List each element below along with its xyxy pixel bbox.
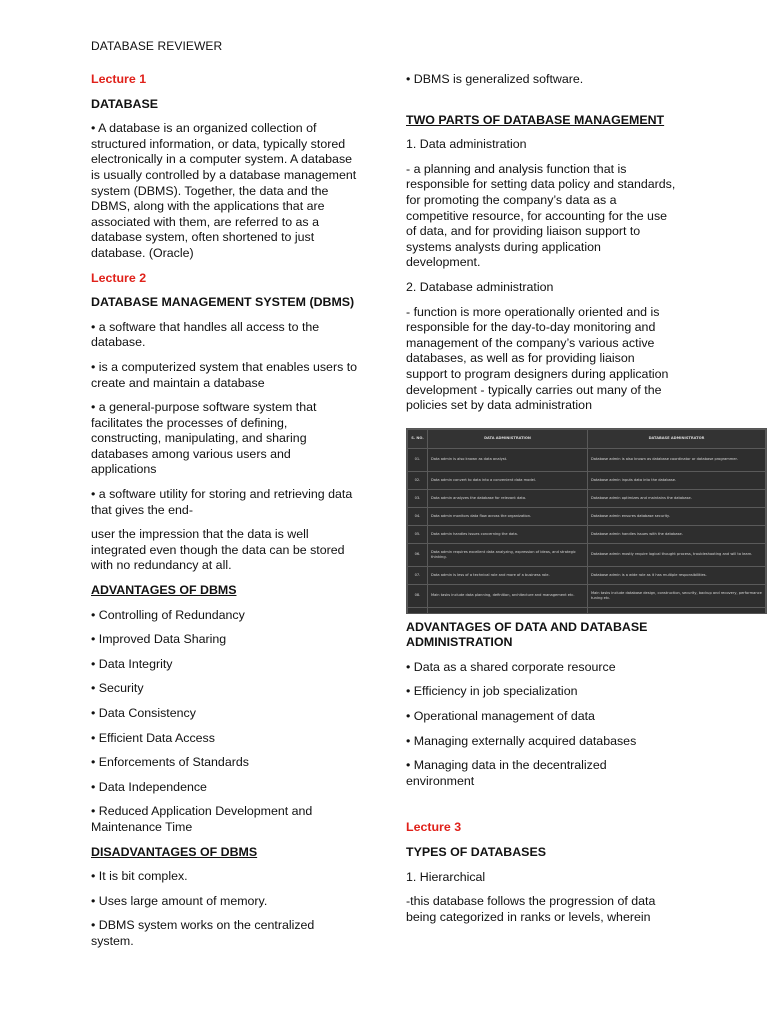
table-cell: Database admin inputs data into the database. — [588, 471, 766, 489]
admin-advantage-item: • Managing externally acquired databases — [406, 733, 637, 748]
disadvantages-dbms-heading: DISADVANTAGES OF DBMS — [91, 844, 258, 859]
table-header: S. NO. — [408, 429, 428, 448]
hierarchical-heading: 1. Hierarchical — [406, 869, 486, 884]
table-row — [408, 471, 766, 489]
right-column — [406, 72, 762, 934]
dbms-bullet: • a general-purpose software system that facilitates the processes of defining, constructing, manipulating, and sharing databases among various users and applications — [91, 400, 317, 477]
dbms-bullet: • is a computerized system that enables users to create and maintain a database — [91, 359, 358, 390]
advantage-item: • Reduced Application Development and Maintenance Time — [91, 804, 313, 834]
table-cell — [428, 607, 588, 614]
table-cell: Database admin mostly require logical thought process, troubleshooting and will to learn. — [588, 543, 766, 566]
database-heading: DATABASE — [91, 96, 158, 111]
dbms-bullet: • a software utility for storing and retrieving data that gives the end- — [91, 487, 353, 517]
dbms-bullet: user the impression that the data is well integrated even though the data can be stored with no redundancy at all. — [91, 527, 345, 573]
database-administration-text: - function is more operationally oriented and is responsible for the day-to-day monitoring and management of the company’s various active databases, as well as for providing liaison support to program designers during application development - typically carries out many of the policies set by data administration — [406, 304, 669, 413]
table-cell: Data admin handles issues concerning the data. — [428, 525, 588, 543]
table-cell: Database admin is also known as database coordinator or database programmer. — [588, 448, 766, 471]
table-cell: Data admin is less of a technical role and more of a business role. — [428, 566, 588, 584]
table-cell: 06. — [408, 543, 428, 566]
table-row — [408, 607, 766, 614]
advantage-item: • Data Independence — [91, 779, 207, 794]
table-cell: 04. — [408, 507, 428, 525]
advantages-admin-heading: ADVANTAGES OF DATA AND DATABASE ADMINISTRATION — [406, 619, 648, 650]
table-row — [408, 448, 766, 471]
table-row — [408, 507, 766, 525]
advantage-item: • Data Consistency — [91, 706, 196, 720]
table-header: DATA ADMINISTRATION — [428, 429, 588, 448]
table-cell: Database admin optimizes and maintains the database. — [588, 489, 766, 507]
admin-advantage-item: • Efficiency in job specialization — [406, 684, 578, 699]
admin-advantage-item: • Operational management of data — [406, 709, 595, 724]
table-cell: 03. — [408, 489, 428, 507]
table-cell: 01. — [408, 448, 428, 471]
database-administration-heading: 2. Database administration — [406, 279, 554, 294]
advantage-item: • Data Integrity — [91, 656, 173, 671]
table-cell: Database admin handles issues with the database. — [588, 525, 766, 543]
lecture-2-label: Lecture 2 — [91, 270, 147, 285]
table-row — [408, 543, 766, 566]
table-row — [408, 566, 766, 584]
dbms-generalized-bullet: • DBMS is generalized software. — [406, 72, 584, 86]
table-row — [408, 525, 766, 543]
advantage-item: • Efficient Data Access — [91, 730, 215, 745]
table-cell: Data admin analyzes the database for relevant data. — [428, 489, 588, 507]
advantage-item: • Enforcements of Standards — [91, 755, 249, 770]
two-parts-heading: TWO PARTS OF DATABASE MANAGEMENT — [406, 112, 665, 127]
table-cell: 08. — [408, 584, 428, 607]
admin-comparison-table — [406, 428, 767, 614]
table-row — [408, 489, 766, 507]
table-cell: 05. — [408, 525, 428, 543]
table-header: DATABASE ADMINISTRATOR — [588, 429, 766, 448]
lecture-3-label: Lecture 3 — [406, 820, 462, 835]
table-cell: Data admin requires excellent data analyzing, expression of ideas, and strategic thinking. — [428, 543, 588, 566]
table-cell: Main tasks include data planning, definition, architecture and management etc. — [428, 584, 588, 607]
table-cell: Data admin monitors data flow across the organization. — [428, 507, 588, 525]
left-column — [91, 72, 359, 959]
table-cell: Data admin is also known as data analyst. — [428, 448, 588, 471]
data-administration-text: - a planning and analysis function that is responsible for setting data policy and standards, for promoting the company’s data as a competitive resource, for accounting for the use of data, and for providing liaison support to systems analysts during application development. — [406, 161, 676, 270]
advantage-item: • Security — [91, 681, 144, 696]
table-cell: Database admin ensures database security. — [588, 507, 766, 525]
disadvantage-item: • Uses large amount of memory. — [91, 893, 268, 908]
admin-advantage-item: • Data as a shared corporate resource — [406, 659, 616, 674]
disadvantage-item: • It is bit complex. — [91, 869, 188, 884]
admin-advantage-item: • Managing data in the decentralized environment — [406, 758, 607, 788]
advantages-dbms-heading: ADVANTAGES OF DBMS — [91, 583, 237, 598]
types-of-databases-heading: TYPES OF DATABASES — [406, 845, 546, 860]
dbms-heading: DATABASE MANAGEMENT SYSTEM (DBMS) — [91, 295, 355, 310]
hierarchical-text: -this database follows the progression of data being categorized in ranks or levels, wherein — [406, 894, 656, 924]
table-cell — [408, 607, 428, 614]
advantage-item: • Controlling of Redundancy — [91, 607, 245, 622]
table-cell: Database admin is a wide role as it has multiple responsibilities. — [588, 566, 766, 584]
database-definition: • A database is an organized collection of structured information, or data, typically stored electronically in a computer system. A database is usually controlled by a database management system (DBMS). Together, the data and the DBMS, along with the applications that are associated with them, are referred to as a database system, often shortened to just database. (Oracle) — [91, 121, 357, 260]
advantage-item: • Improved Data Sharing — [91, 632, 227, 647]
data-administration-heading: 1. Data administration — [406, 137, 527, 152]
disadvantage-item: • DBMS system works on the centralized system. — [91, 918, 315, 948]
table-cell: 07. — [408, 566, 428, 584]
lecture-1-label: Lecture 1 — [91, 72, 147, 86]
table-cell: Main tasks include database design, construction, security, backup and recovery, performance tuning etc. — [588, 584, 766, 607]
document-header: DATABASE REVIEWER — [91, 39, 223, 53]
table-row — [408, 584, 766, 607]
table-cell: Data admin convert to data into a convenient data model. — [428, 471, 588, 489]
table-cell: 02. — [408, 471, 428, 489]
dbms-bullet: • a software that handles all access to the database. — [91, 319, 320, 350]
table-cell — [588, 607, 766, 614]
